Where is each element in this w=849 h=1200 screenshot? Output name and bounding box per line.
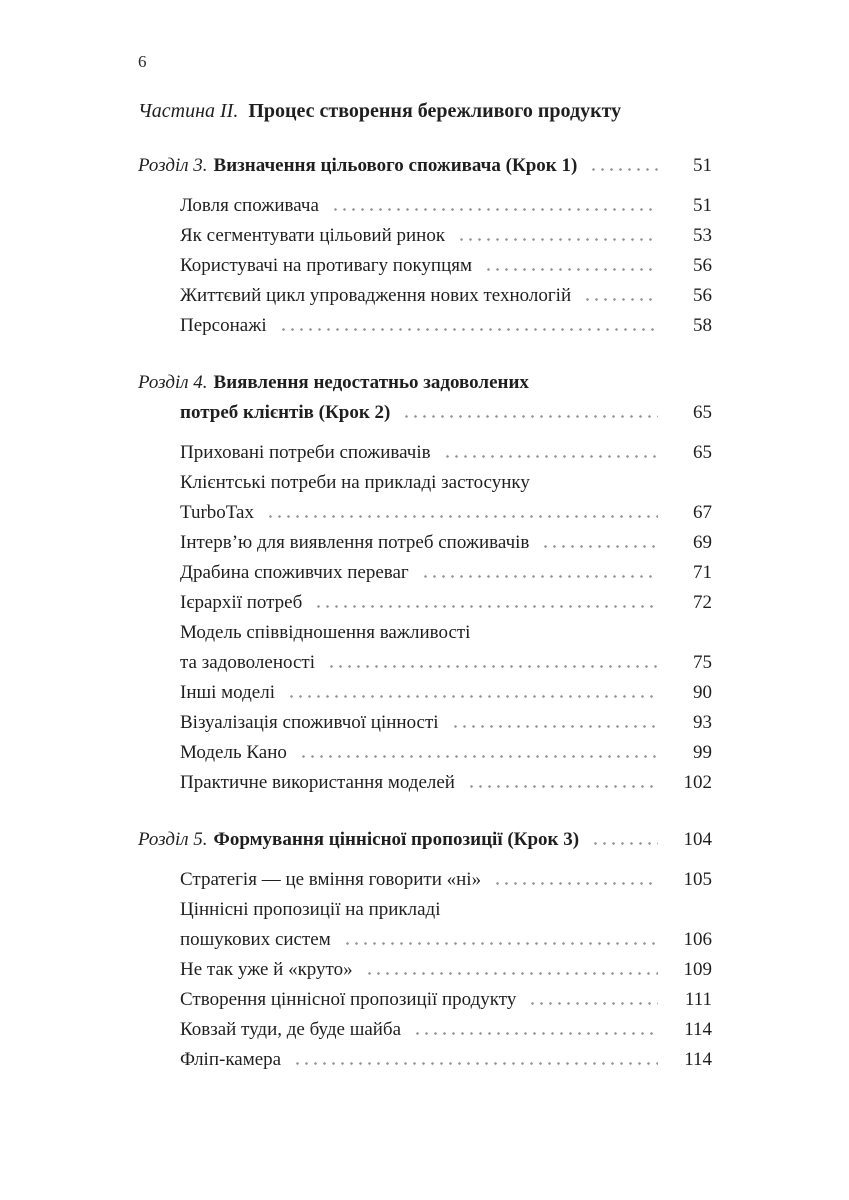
dotted-leader: [293, 1062, 658, 1065]
dotted-leader: [589, 168, 658, 171]
entry-page-number: 75: [693, 652, 712, 673]
entry-title: Клієнтські потреби на прикладі застосунку: [180, 472, 530, 493]
entry-page-number: 72: [693, 592, 712, 613]
entry-title: Інші моделі: [180, 682, 275, 703]
toc-chapter-row: [138, 398, 712, 428]
entry-page-number: 106: [683, 929, 712, 950]
entry-title: Інтерв’ю для виявлення потреб споживачів: [180, 532, 530, 553]
entry-title: Стратегія — це вміння говорити «ні»: [180, 869, 482, 890]
chapter-title: Формування ціннісної пропозиції (Крок 3): [213, 829, 580, 850]
entry-title: Фліп-камера: [180, 1049, 282, 1070]
entry-page-number: 67: [693, 502, 712, 523]
toc-item-row: [138, 281, 712, 311]
toc-item-row: [138, 588, 712, 618]
toc-item-row: [138, 311, 712, 341]
entry-page-number: 104: [683, 829, 712, 850]
toc-item-row: [138, 528, 712, 558]
entry-page-number: 102: [683, 772, 712, 793]
dotted-leader: [279, 328, 658, 331]
dotted-leader: [583, 298, 658, 301]
entry-page-number: 51: [693, 155, 712, 176]
chapter-prefix: Розділ 4.: [138, 372, 208, 393]
toc-item-row: [138, 648, 712, 678]
entry-page-number: 114: [684, 1019, 712, 1040]
entry-page-number: 90: [693, 682, 712, 703]
toc-item-row: [138, 438, 712, 468]
entry-page-number: 99: [693, 742, 712, 763]
entry-title: Створення ціннісної пропозиції продукту: [180, 989, 517, 1010]
dotted-leader: [421, 575, 658, 578]
entry-page-number: 105: [683, 869, 712, 890]
toc-item-row: [138, 498, 712, 528]
part-heading: [138, 98, 712, 124]
dotted-leader: [591, 842, 658, 845]
entry-title: Персонажі: [180, 315, 267, 336]
toc-item-row: [138, 558, 712, 588]
entry-page-number: 56: [693, 255, 712, 276]
entry-title: Візуалізація споживчої цінності: [180, 712, 439, 733]
entry-title: Модель співвідношення важливості: [180, 622, 471, 643]
entry-title: Ієрархії потреб: [180, 592, 303, 613]
toc-item-row: [138, 468, 712, 498]
dotted-leader: [266, 515, 658, 518]
chapter-prefix: Розділ 3.: [138, 155, 208, 176]
entry-title: Ловля споживача: [180, 195, 319, 216]
dotted-leader: [457, 238, 658, 241]
toc-item-row: [138, 955, 712, 985]
entry-page-number: 58: [693, 315, 712, 336]
entry-title: Ковзай туди, де буде шайба: [180, 1019, 402, 1040]
dotted-leader: [287, 695, 658, 698]
entry-page-number: 56: [693, 285, 712, 306]
entry-page-number: 71: [693, 562, 712, 583]
dotted-leader: [402, 415, 658, 418]
toc-item-row: [138, 925, 712, 955]
entry-title: Як сегментувати цільовий ринок: [180, 225, 446, 246]
toc-item-row: [138, 1015, 712, 1045]
entry-title: Приховані потреби споживачів: [180, 442, 431, 463]
dotted-leader: [331, 208, 658, 211]
toc-item-row: [138, 251, 712, 281]
entry-title: Користувачі на противагу покупцям: [180, 255, 473, 276]
entry-title: Ціннісні пропозиції на прикладі: [180, 899, 441, 920]
toc-item-row: [138, 895, 712, 925]
dotted-leader: [327, 665, 658, 668]
toc-item-row: [138, 738, 712, 768]
dotted-leader: [365, 972, 658, 975]
toc-chapter-row: [138, 825, 712, 855]
dotted-leader: [413, 1032, 658, 1035]
page-folio-number: 6: [138, 52, 147, 71]
toc-item-row: [138, 618, 712, 648]
entry-page-number: 53: [693, 225, 712, 246]
entry-title: Практичне використання моделей: [180, 772, 455, 793]
toc-item-row: [138, 768, 712, 798]
toc-item-row: [138, 865, 712, 895]
dotted-leader: [443, 455, 658, 458]
entry-page-number: 51: [693, 195, 712, 216]
chapter-title: потреб клієнтів (Крок 2): [180, 402, 391, 423]
entry-title: Не так уже й «круто»: [180, 959, 353, 980]
entry-page-number: 114: [684, 1049, 712, 1070]
entry-title: Драбина споживчих переваг: [180, 562, 409, 583]
part-heading-title: Процес створення бережливого продукту: [248, 100, 622, 122]
dotted-leader: [493, 882, 658, 885]
toc-chapter-row: [138, 368, 712, 398]
chapter-title: Визначення цільового споживача (Крок 1): [213, 155, 578, 176]
toc-item-row: [138, 1045, 712, 1075]
chapter-title: Виявлення недостатньо задоволених: [213, 372, 529, 393]
dotted-leader: [314, 605, 658, 608]
dotted-leader: [343, 942, 658, 945]
entry-title: пошукових систем: [180, 929, 331, 950]
dotted-leader: [528, 1002, 658, 1005]
entry-page-number: 93: [693, 712, 712, 733]
dotted-leader: [484, 268, 658, 271]
entry-title: TurboTax: [180, 502, 254, 523]
toc-item-row: [138, 191, 712, 221]
chapter-prefix: Розділ 5.: [138, 829, 208, 850]
entry-page-number: 109: [683, 959, 712, 980]
toc-item-row: [138, 985, 712, 1015]
entry-page-number: 69: [693, 532, 712, 553]
toc-entries: [138, 151, 712, 1075]
dotted-leader: [467, 785, 658, 788]
entry-title: та задоволеності: [180, 652, 315, 673]
toc-item-row: [138, 221, 712, 251]
entry-page-number: 65: [693, 442, 712, 463]
entry-title: Життєвий цикл упровадження нових технологій: [180, 285, 572, 306]
entry-page-number: 111: [684, 989, 712, 1010]
toc-item-row: [138, 708, 712, 738]
part-heading-prefix: Частина II.: [138, 100, 239, 122]
toc-item-row: [138, 678, 712, 708]
entry-title: Модель Кано: [180, 742, 287, 763]
entry-page-number: 65: [693, 402, 712, 423]
dotted-leader: [299, 755, 658, 758]
dotted-leader: [451, 725, 658, 728]
dotted-leader: [541, 545, 658, 548]
toc-chapter-row: [138, 151, 712, 181]
